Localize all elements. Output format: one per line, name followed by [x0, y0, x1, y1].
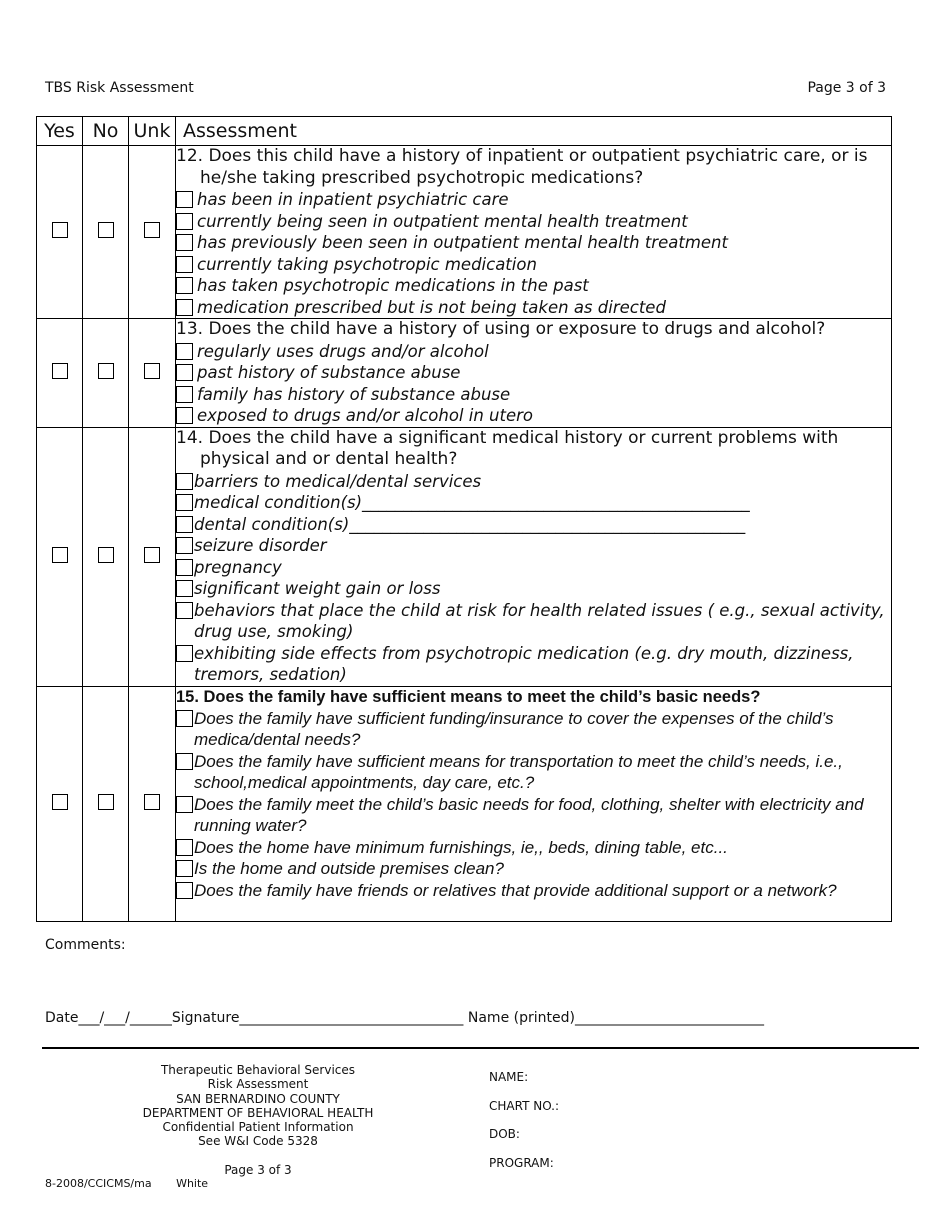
q13-no-checkbox[interactable] — [98, 363, 114, 379]
question-row-12 — [37, 146, 892, 319]
q15-option: Does the family meet the child’s basic needs for food, clothing, shelter with electricity and running water? — [176, 794, 891, 837]
q15-yes-checkbox[interactable] — [52, 794, 68, 810]
q12-option-checkbox[interactable] — [176, 299, 193, 316]
q15-unk-checkbox[interactable] — [144, 794, 160, 810]
footer-org-line: See W&I Code 5328 — [198, 1134, 318, 1149]
form-title: TBS Risk Assessment — [45, 80, 194, 96]
q12-unk-checkbox[interactable] — [144, 222, 160, 238]
yes-column-header: Yes — [37, 117, 83, 146]
q13-option-checkbox[interactable] — [176, 386, 193, 403]
footer-org-block — [120, 1063, 396, 1149]
footer-org-line: SAN BERNARDINO COUNTY — [176, 1091, 340, 1106]
question-12-text: 12. Does this child have a history of inpatient or outpatient psychiatric care, or is he/she taking prescribed psychotropic medications? — [176, 146, 868, 188]
question-13-text: 13. Does the child have a history of using or exposure to drugs and alcohol? — [176, 319, 826, 339]
q15-option-checkbox[interactable] — [176, 753, 193, 770]
q15-option-checkbox[interactable] — [176, 860, 193, 877]
q12-option: medication prescribed but is not being taken as directed — [176, 297, 891, 319]
q14-option-checkbox[interactable] — [176, 516, 193, 533]
q14-option: exhibiting side effects from psychotropic medication (e.g. dry mouth, dizziness, tremors, sedation) — [176, 643, 891, 686]
q14-option-checkbox[interactable] — [176, 473, 193, 490]
form-code: 8-2008/CCICMS/ma White — [45, 1177, 209, 1190]
q12-yes-checkbox[interactable] — [52, 222, 68, 238]
question-row-15 — [37, 686, 892, 921]
q14-option: medical condition(s)_______________________________________________ — [176, 492, 891, 514]
q14-option-checkbox[interactable] — [176, 580, 193, 597]
comments-label: Comments: — [45, 937, 126, 953]
footer-org-line: Therapeutic Behavioral Services — [160, 1063, 356, 1077]
q13-option: past history of substance abuse — [176, 362, 891, 384]
question-15-text: 15. Does the family have sufficient means to meet the child’s basic needs? — [176, 687, 761, 706]
question-14-text: 14. Does the child have a significant medical history or current problems with physical and or dental health? — [176, 427, 839, 469]
footer-divider — [42, 1047, 919, 1049]
q13-option-checkbox[interactable] — [176, 364, 193, 381]
q13-option: regularly uses drugs and/or alcohol — [176, 341, 891, 363]
q13-option: exposed to drugs and/or alcohol in utero — [176, 405, 891, 427]
q14-option-checkbox[interactable] — [176, 537, 193, 554]
q12-option-checkbox[interactable] — [176, 191, 193, 208]
footer-org-line: Risk Assessment — [207, 1077, 309, 1092]
q14-option: barriers to medical/dental services — [176, 471, 891, 493]
q15-option-checkbox[interactable] — [176, 796, 193, 813]
unk-column-header: Unk — [129, 117, 176, 146]
q12-option: currently taking psychotropic medication — [176, 254, 891, 276]
q15-option-checkbox[interactable] — [176, 839, 193, 856]
q12-option: has taken psychotropic medications in the past — [176, 275, 891, 297]
q12-no-checkbox[interactable] — [98, 222, 114, 238]
assessment-table — [36, 116, 892, 922]
q15-option: Does the family have sufficient funding/insurance to cover the expenses of the child’s medica/dental needs? — [176, 708, 891, 751]
q15-option-checkbox[interactable] — [176, 710, 193, 727]
q14-no-checkbox[interactable] — [98, 547, 114, 563]
q15-option: Does the family have sufficient means for transportation to meet the child’s needs, i.e., school,medical appointments, day care, etc.? — [176, 751, 891, 794]
q15-no-checkbox[interactable] — [98, 794, 114, 810]
question-row-14 — [37, 427, 892, 686]
q14-option: dental condition(s)________________________________________________ — [176, 514, 891, 536]
patient-info-block — [489, 1063, 559, 1178]
program-field-label: PROGRAM: — [489, 1156, 554, 1171]
q14-option: significant weight gain or loss — [176, 578, 891, 600]
q14-option-checkbox[interactable] — [176, 494, 193, 511]
q13-option: family has history of substance abuse — [176, 384, 891, 406]
q12-option-checkbox[interactable] — [176, 234, 193, 251]
q14-option-checkbox[interactable] — [176, 602, 193, 619]
question-row-13 — [37, 319, 892, 428]
q15-option: Is the home and outside premises clean? — [176, 858, 891, 880]
assessment-column-header: Assessment — [176, 117, 892, 146]
q12-option: has previously been seen in outpatient mental health treatment — [176, 232, 891, 254]
q13-yes-checkbox[interactable] — [52, 363, 68, 379]
q12-option-checkbox[interactable] — [176, 277, 193, 294]
q14-yes-checkbox[interactable] — [52, 547, 68, 563]
footer-page-number: Page 3 of 3 — [224, 1163, 292, 1177]
q12-option: has been in inpatient psychiatric care — [176, 189, 891, 211]
q15-option: Does the family have friends or relatives that provide additional support or a network? — [176, 880, 891, 902]
q13-option-checkbox[interactable] — [176, 343, 193, 360]
q14-option-checkbox[interactable] — [176, 559, 193, 576]
q14-option-checkbox[interactable] — [176, 645, 193, 662]
q12-option-checkbox[interactable] — [176, 256, 193, 273]
q15-option-checkbox[interactable] — [176, 882, 193, 899]
table-header-row — [37, 117, 892, 146]
name-field-label: NAME: — [489, 1070, 529, 1084]
q12-option: currently being seen in outpatient mental health treatment — [176, 211, 891, 233]
signature-line[interactable]: Date___/___/______Signature________________________________ Name (printed)___________________________ — [45, 1010, 764, 1026]
q12-option-checkbox[interactable] — [176, 213, 193, 230]
footer-org-line: Confidential Patient Information — [162, 1120, 354, 1135]
q13-unk-checkbox[interactable] — [144, 363, 160, 379]
page-number: Page 3 of 3 — [807, 80, 886, 96]
chart-no-field-label: CHART NO.: — [489, 1098, 560, 1113]
q13-option-checkbox[interactable] — [176, 407, 193, 424]
no-column-header: No — [83, 117, 129, 146]
dob-field-label: DOB: — [489, 1127, 520, 1142]
q14-unk-checkbox[interactable] — [144, 547, 160, 563]
q14-option: seizure disorder — [176, 535, 891, 557]
q14-option: pregnancy — [176, 557, 891, 579]
q14-option: behaviors that place the child at risk for health related issues ( e.g., sexual activity, drug use, smoking) — [176, 600, 891, 643]
footer-org-line: DEPARTMENT OF BEHAVIORAL HEALTH — [142, 1105, 374, 1120]
q15-option: Does the home have minimum furnishings, ie,, beds, dining table, etc... — [176, 837, 891, 859]
